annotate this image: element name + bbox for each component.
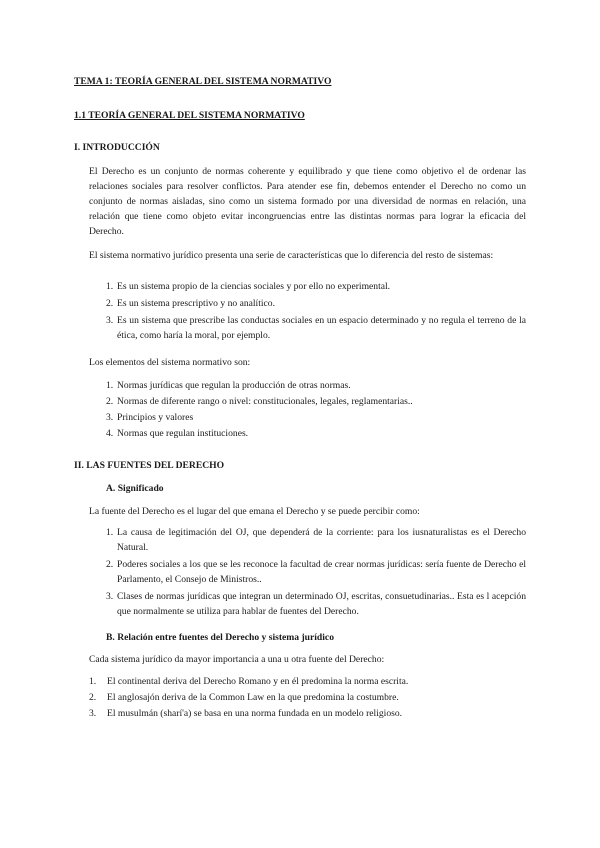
heading-introduccion: I. INTRODUCCIÓN: [74, 142, 160, 153]
list-item-number: 1.: [106, 380, 114, 391]
subheading-relacion: B. Relación entre fuentes del Derecho y sistema jurídico: [106, 632, 334, 643]
list-item-number: 4.: [106, 428, 114, 439]
heading-fuentes: II. LAS FUENTES DEL DERECHO: [74, 460, 225, 471]
list-item-text: Principios y valores: [117, 412, 194, 423]
list-item-text: Normas que regulan instituciones.: [117, 428, 249, 439]
list-item-text: Poderes sociales a los que se les reconoce la facultad de crear normas jurídicas: sería fuente de Derecho el Parlamento, el Consejo de Ministros..: [117, 559, 526, 585]
list-item: [106, 313, 526, 343]
document-title: TEMA 1: TEORÍA GENERAL DEL SISTEMA NORMATIVO: [74, 76, 332, 87]
list-item-text: Clases de normas jurídicas que integran un determinado OJ, escritas, consuetudinarias.. Esta es l acepción que normalmente se utiliza para hablar de fuentes del Derecho.: [117, 591, 526, 617]
list-item-number: 3.: [106, 591, 114, 602]
list-item-number: 2.: [89, 692, 97, 703]
list-item-number: 2.: [106, 559, 114, 570]
list-item-number: 1.: [106, 281, 114, 292]
list-item: [106, 557, 526, 587]
list-item-number: 1.: [89, 676, 97, 687]
list-item: [106, 525, 526, 555]
significado-paragraph: La fuente del Derecho es el lugar del que emana el Derecho y se puede percibir como:: [89, 506, 420, 517]
characteristics-list: [106, 279, 526, 343]
list-item-number: 3.: [106, 412, 114, 423]
list-item-text: Normas de diferente rango o nivel: constitucionales, legales, reglamentarias..: [117, 396, 413, 407]
list-item: [106, 279, 526, 294]
list-item-text: La causa de legitimación del OJ, que dependerá de la corriente: para los iusnaturalistas es el Derecho Natural.: [117, 527, 526, 553]
list-item: [106, 378, 526, 393]
list-item: [106, 426, 526, 441]
list-item-number: 3.: [106, 315, 114, 326]
list-item: [106, 589, 526, 619]
intro-paragraph-2: El sistema normativo jurídico presenta una serie de características que lo diferencia del resto de sistemas:: [89, 250, 494, 261]
list-item-text: Es un sistema prescriptivo y no analítico.: [117, 298, 275, 309]
elements-list: [106, 378, 526, 441]
list-item-text: Es un sistema que prescribe las conductas sociales en un espacio determinado y no regula el terreno de la ética, como haría la moral, por ejemplo.: [117, 315, 526, 341]
list-item: [106, 410, 526, 425]
list-item-number: 1.: [106, 527, 114, 538]
list-item: [89, 690, 526, 705]
list-item-text: El musulmán (sharí'a) se basa en una norma fundada en un modelo religioso.: [107, 708, 403, 719]
sistemas-list: [89, 674, 526, 721]
list-item: [106, 394, 526, 409]
significado-list: [106, 525, 526, 619]
list-item-text: El continental deriva del Derecho Romano y en él predomina la norma escrita.: [107, 676, 409, 687]
subheading-significado: A. Significado: [106, 483, 164, 494]
list-item-text: Es un sistema propio de la ciencias sociales y por ello no experimental.: [117, 281, 391, 292]
list-item-text: El anglosajón deriva de la Common Law en la que predomina la costumbre.: [107, 692, 399, 703]
list-item: [89, 706, 526, 721]
list-item: [106, 296, 526, 311]
elements-intro: Los elementos del sistema normativo son:: [89, 357, 251, 368]
section-heading-1-1: 1.1 TEORÍA GENERAL DEL SISTEMA NORMATIVO: [74, 110, 305, 121]
list-item-number: 2.: [106, 396, 114, 407]
intro-paragraph-1: El Derecho es un conjunto de normas coherente y equilibrado y que tiene como objetivo el de ordenar las relaciones sociales para resolver conflictos. Para atender ese fin, debemos entender el Derecho no como un conjunto de normas aisladas, sino como un sistema formado por una diversidad de normas en relación, una relación que tiene como objeto evitar incongruencias entre las distintas normas para lograr la eficacia del Derecho.: [89, 166, 526, 237]
list-item-text: Normas jurídicas que regulan la producción de otras normas.: [117, 380, 351, 391]
list-item: [89, 674, 526, 689]
list-item-number: 2.: [106, 298, 114, 309]
relacion-paragraph: Cada sistema jurídico da mayor importancia a una u otra fuente del Derecho:: [89, 654, 385, 665]
list-item-number: 3.: [89, 708, 97, 719]
